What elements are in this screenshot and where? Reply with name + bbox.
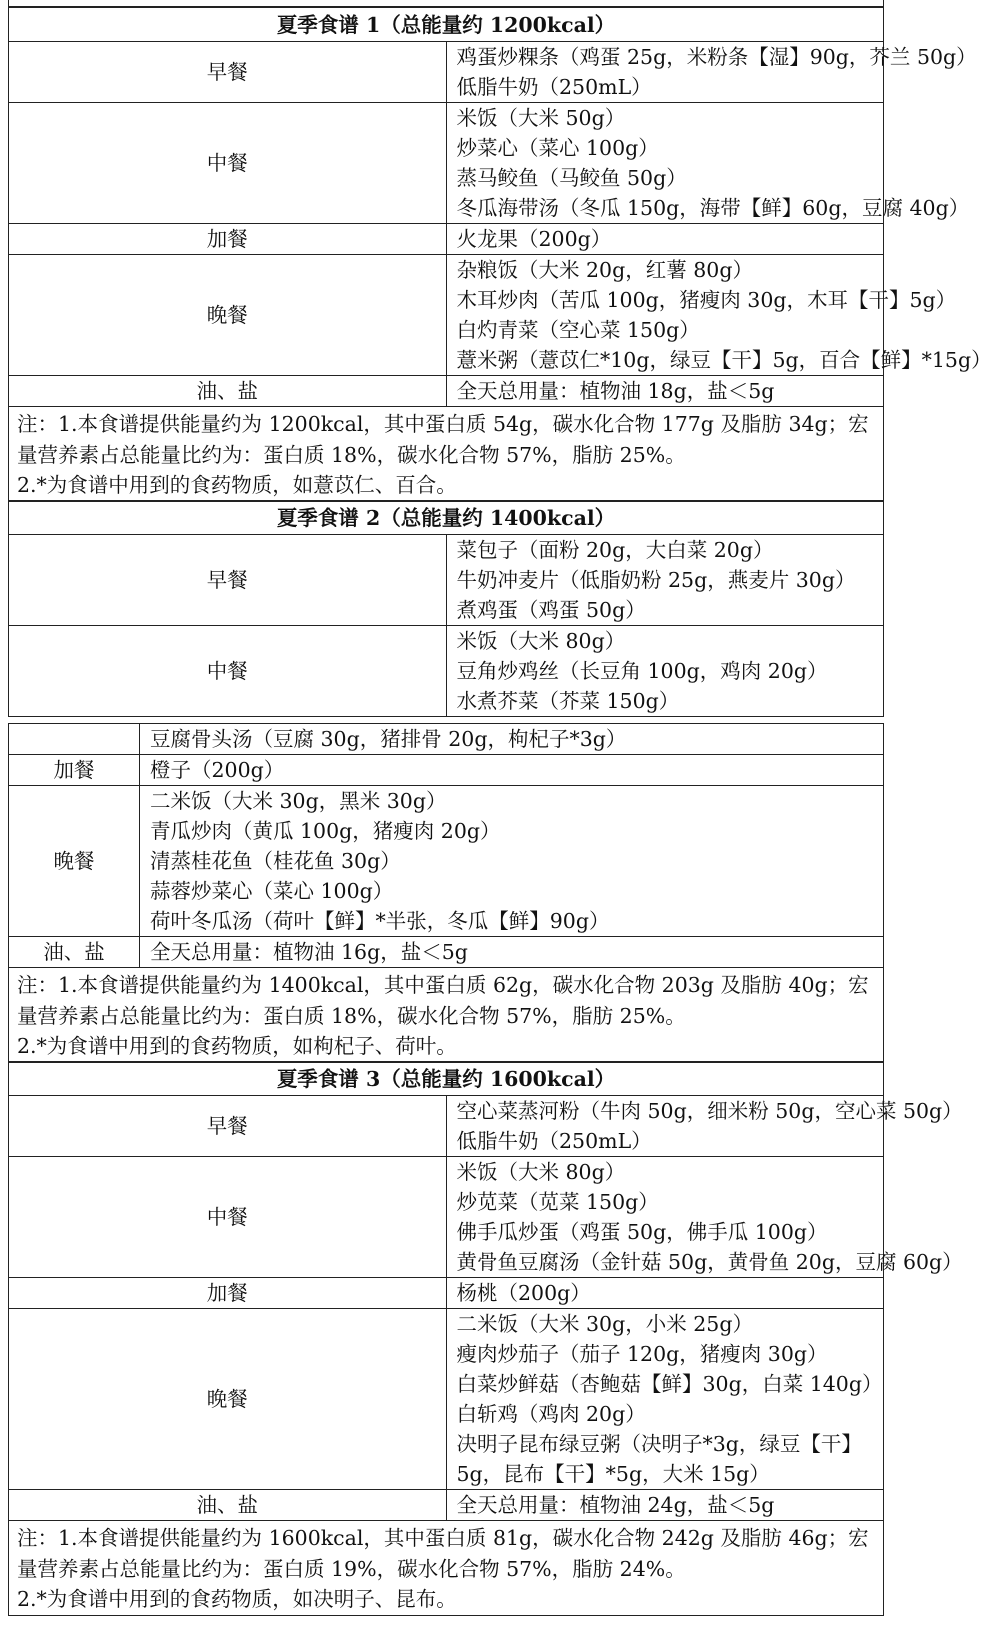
note-row — [9, 1521, 884, 1616]
food-item: 米饭（大米 50g） — [456, 106, 626, 130]
snack-row — [9, 224, 884, 255]
lunch-foods-continued — [140, 724, 884, 755]
note-row — [9, 968, 884, 1063]
food-item: 牛奶冲麦片（低脂奶粉 25g，燕麦片 30g） — [456, 568, 856, 592]
dinner-foods — [446, 1309, 884, 1490]
meal-label-lunch: 中餐 — [9, 626, 447, 717]
food-item: 杨桃（200g） — [456, 1281, 591, 1305]
note-line: 注：1.本食谱提供能量约为 1600kcal，其中蛋白质 81g，碳水化合物 242g 及脂肪 46g；宏量营养素占总能量比约为：蛋白质 19%，碳水化合物 57%，脂肪 24%。 — [17, 1526, 869, 1581]
menu-title: 夏季食谱 1（总能量约 1200kcal） — [9, 8, 884, 42]
menu-document — [8, 0, 992, 1616]
food-item: 蒜蓉炒菜心（菜心 100g） — [150, 879, 394, 903]
food-item: 炒苋菜（苋菜 150g） — [456, 1190, 659, 1214]
meal-label-breakfast: 早餐 — [9, 535, 447, 626]
lunch-foods — [446, 103, 970, 224]
food-item: 煮鸡蛋（鸡蛋 50g） — [456, 598, 646, 622]
meal-label-dinner: 晚餐 — [9, 1309, 447, 1490]
food-item: 二米饭（大米 30g，小米 25g） — [456, 1312, 753, 1336]
dinner-row — [9, 1309, 884, 1490]
breakfast-row — [9, 42, 884, 103]
food-item: 白菜炒鲜菇（杏鲍菇【鲜】30g，白菜 140g） — [456, 1372, 883, 1396]
food-item: 鸡蛋炒粿条（鸡蛋 25g，米粉条【湿】90g，芥兰 50g） — [456, 45, 977, 69]
oil-salt-row — [9, 937, 884, 968]
previous-table-edge — [8, 0, 884, 7]
breakfast-foods — [446, 535, 884, 626]
food-item: 火龙果（200g） — [456, 227, 612, 251]
note-row — [9, 407, 884, 502]
food-item: 豆腐骨头汤（豆腐 30g，猪排骨 20g，枸杞子*3g） — [150, 727, 627, 751]
food-item: 水煮芥菜（芥菜 150g） — [456, 689, 680, 713]
food-item: 青瓜炒肉（黄瓜 100g，猪瘦肉 20g） — [150, 819, 501, 843]
summer-menu-2-table — [8, 500, 884, 717]
menu-note — [9, 407, 884, 502]
snack-foods — [446, 1278, 884, 1309]
menu-note — [9, 1521, 884, 1616]
lunch-row — [9, 626, 884, 717]
dinner-foods — [446, 255, 992, 376]
food-item: 橙子（200g） — [150, 758, 285, 782]
menu-title: 夏季食谱 3（总能量约 1600kcal） — [9, 1062, 884, 1096]
breakfast-row — [9, 535, 884, 626]
dinner-foods — [140, 786, 884, 937]
menu-title-row — [9, 1062, 884, 1096]
food-item: 米饭（大米 80g） — [456, 629, 626, 653]
food-item: 豆角炒鸡丝（长豆角 100g，鸡肉 20g） — [456, 659, 828, 683]
food-item: 木耳炒肉（苦瓜 100g，猪瘦肉 30g，木耳【干】5g） — [456, 288, 957, 312]
breakfast-foods — [446, 1096, 963, 1157]
breakfast-foods — [446, 42, 977, 103]
meal-label-oil-salt: 油、盐 — [9, 376, 447, 407]
food-item: 瘦肉炒茄子（茄子 120g，猪瘦肉 30g） — [456, 1342, 828, 1366]
food-item: 菜包子（面粉 20g，大白菜 20g） — [456, 538, 774, 562]
oil-salt-amount: 全天总用量：植物油 16g，盐＜5g — [140, 937, 884, 968]
lunch-continued-row — [9, 724, 884, 755]
summer-menu-2-continued-table — [8, 723, 884, 1063]
menu-note — [9, 968, 884, 1063]
food-item: 荷叶冬瓜汤（荷叶【鲜】*半张，冬瓜【鲜】90g） — [150, 909, 610, 933]
meal-label-oil-salt: 油、盐 — [9, 1490, 447, 1521]
food-item: 二米饭（大米 30g，黑米 30g） — [150, 789, 447, 813]
food-item: 清蒸桂花鱼（桂花鱼 30g） — [150, 849, 401, 873]
dinner-row — [9, 255, 884, 376]
food-item: 炒菜心（菜心 100g） — [456, 136, 659, 160]
note-line: 注：1.本食谱提供能量约为 1400kcal，其中蛋白质 62g，碳水化合物 203g 及脂肪 40g；宏量营养素占总能量比约为：蛋白质 18%，碳水化合物 57%，脂肪 25%。 — [17, 973, 869, 1028]
lunch-foods — [446, 626, 884, 717]
food-item: 米饭（大米 80g） — [456, 1160, 626, 1184]
food-item: 决明子昆布绿豆粥（决明子*3g，绿豆【干】5g，昆布【干】*5g，大米 15g） — [456, 1432, 862, 1486]
note-line: 2.*为食谱中用到的食药物质，如枸杞子、荷叶。 — [17, 1034, 457, 1058]
food-item: 佛手瓜炒蛋（鸡蛋 50g，佛手瓜 100g） — [456, 1220, 828, 1244]
snack-row — [9, 755, 884, 786]
oil-salt-row — [9, 376, 884, 407]
snack-foods — [140, 755, 884, 786]
note-line: 注：1.本食谱提供能量约为 1200kcal，其中蛋白质 54g，碳水化合物 177g 及脂肪 34g；宏量营养素占总能量比约为：蛋白质 18%，碳水化合物 57%，脂肪 25%。 — [17, 412, 869, 467]
meal-label-snack: 加餐 — [9, 755, 140, 786]
summer-menu-1-table — [8, 7, 992, 502]
meal-label-lunch: 中餐 — [9, 1157, 447, 1278]
meal-label-empty — [9, 724, 140, 755]
food-item: 空心菜蒸河粉（牛肉 50g，细米粉 50g，空心菜 50g） — [456, 1099, 963, 1123]
menu-title-row — [9, 8, 884, 42]
lunch-row — [9, 1157, 884, 1278]
lunch-row — [9, 103, 884, 224]
meal-label-oil-salt: 油、盐 — [9, 937, 140, 968]
food-item: 白灼青菜（空心菜 150g） — [456, 318, 700, 342]
note-line: 2.*为食谱中用到的食药物质，如决明子、昆布。 — [17, 1587, 457, 1611]
food-item: 杂粮饭（大米 20g，红薯 80g） — [456, 258, 753, 282]
snack-row — [9, 1278, 884, 1309]
note-line: 2.*为食谱中用到的食药物质，如薏苡仁、百合。 — [17, 473, 457, 497]
dinner-row — [9, 786, 884, 937]
breakfast-row — [9, 1096, 884, 1157]
meal-label-snack: 加餐 — [9, 1278, 447, 1309]
meal-label-breakfast: 早餐 — [9, 1096, 447, 1157]
meal-label-lunch: 中餐 — [9, 103, 447, 224]
food-item: 低脂牛奶（250mL） — [456, 1129, 652, 1153]
oil-salt-amount: 全天总用量：植物油 24g，盐＜5g — [446, 1490, 884, 1521]
meal-label-snack: 加餐 — [9, 224, 447, 255]
food-item: 薏米粥（薏苡仁*10g，绿豆【干】5g，百合【鲜】*15g） — [456, 348, 992, 372]
menu-title: 夏季食谱 2（总能量约 1400kcal） — [9, 501, 884, 535]
meal-label-breakfast: 早餐 — [9, 42, 447, 103]
food-item: 蒸马鲛鱼（马鲛鱼 50g） — [456, 166, 687, 190]
meal-label-dinner: 晚餐 — [9, 255, 447, 376]
snack-foods — [446, 224, 884, 255]
summer-menu-3-table — [8, 1061, 963, 1616]
oil-salt-row — [9, 1490, 884, 1521]
food-item: 白斩鸡（鸡肉 20g） — [456, 1402, 646, 1426]
oil-salt-amount: 全天总用量：植物油 18g，盐＜5g — [446, 376, 884, 407]
food-item: 冬瓜海带汤（冬瓜 150g，海带【鲜】60g，豆腐 40g） — [456, 196, 970, 220]
lunch-foods — [446, 1157, 963, 1278]
menu-title-row — [9, 501, 884, 535]
food-item: 低脂牛奶（250mL） — [456, 75, 652, 99]
meal-label-dinner: 晚餐 — [9, 786, 140, 937]
food-item: 黄骨鱼豆腐汤（金针菇 50g，黄骨鱼 20g，豆腐 60g） — [456, 1250, 963, 1274]
